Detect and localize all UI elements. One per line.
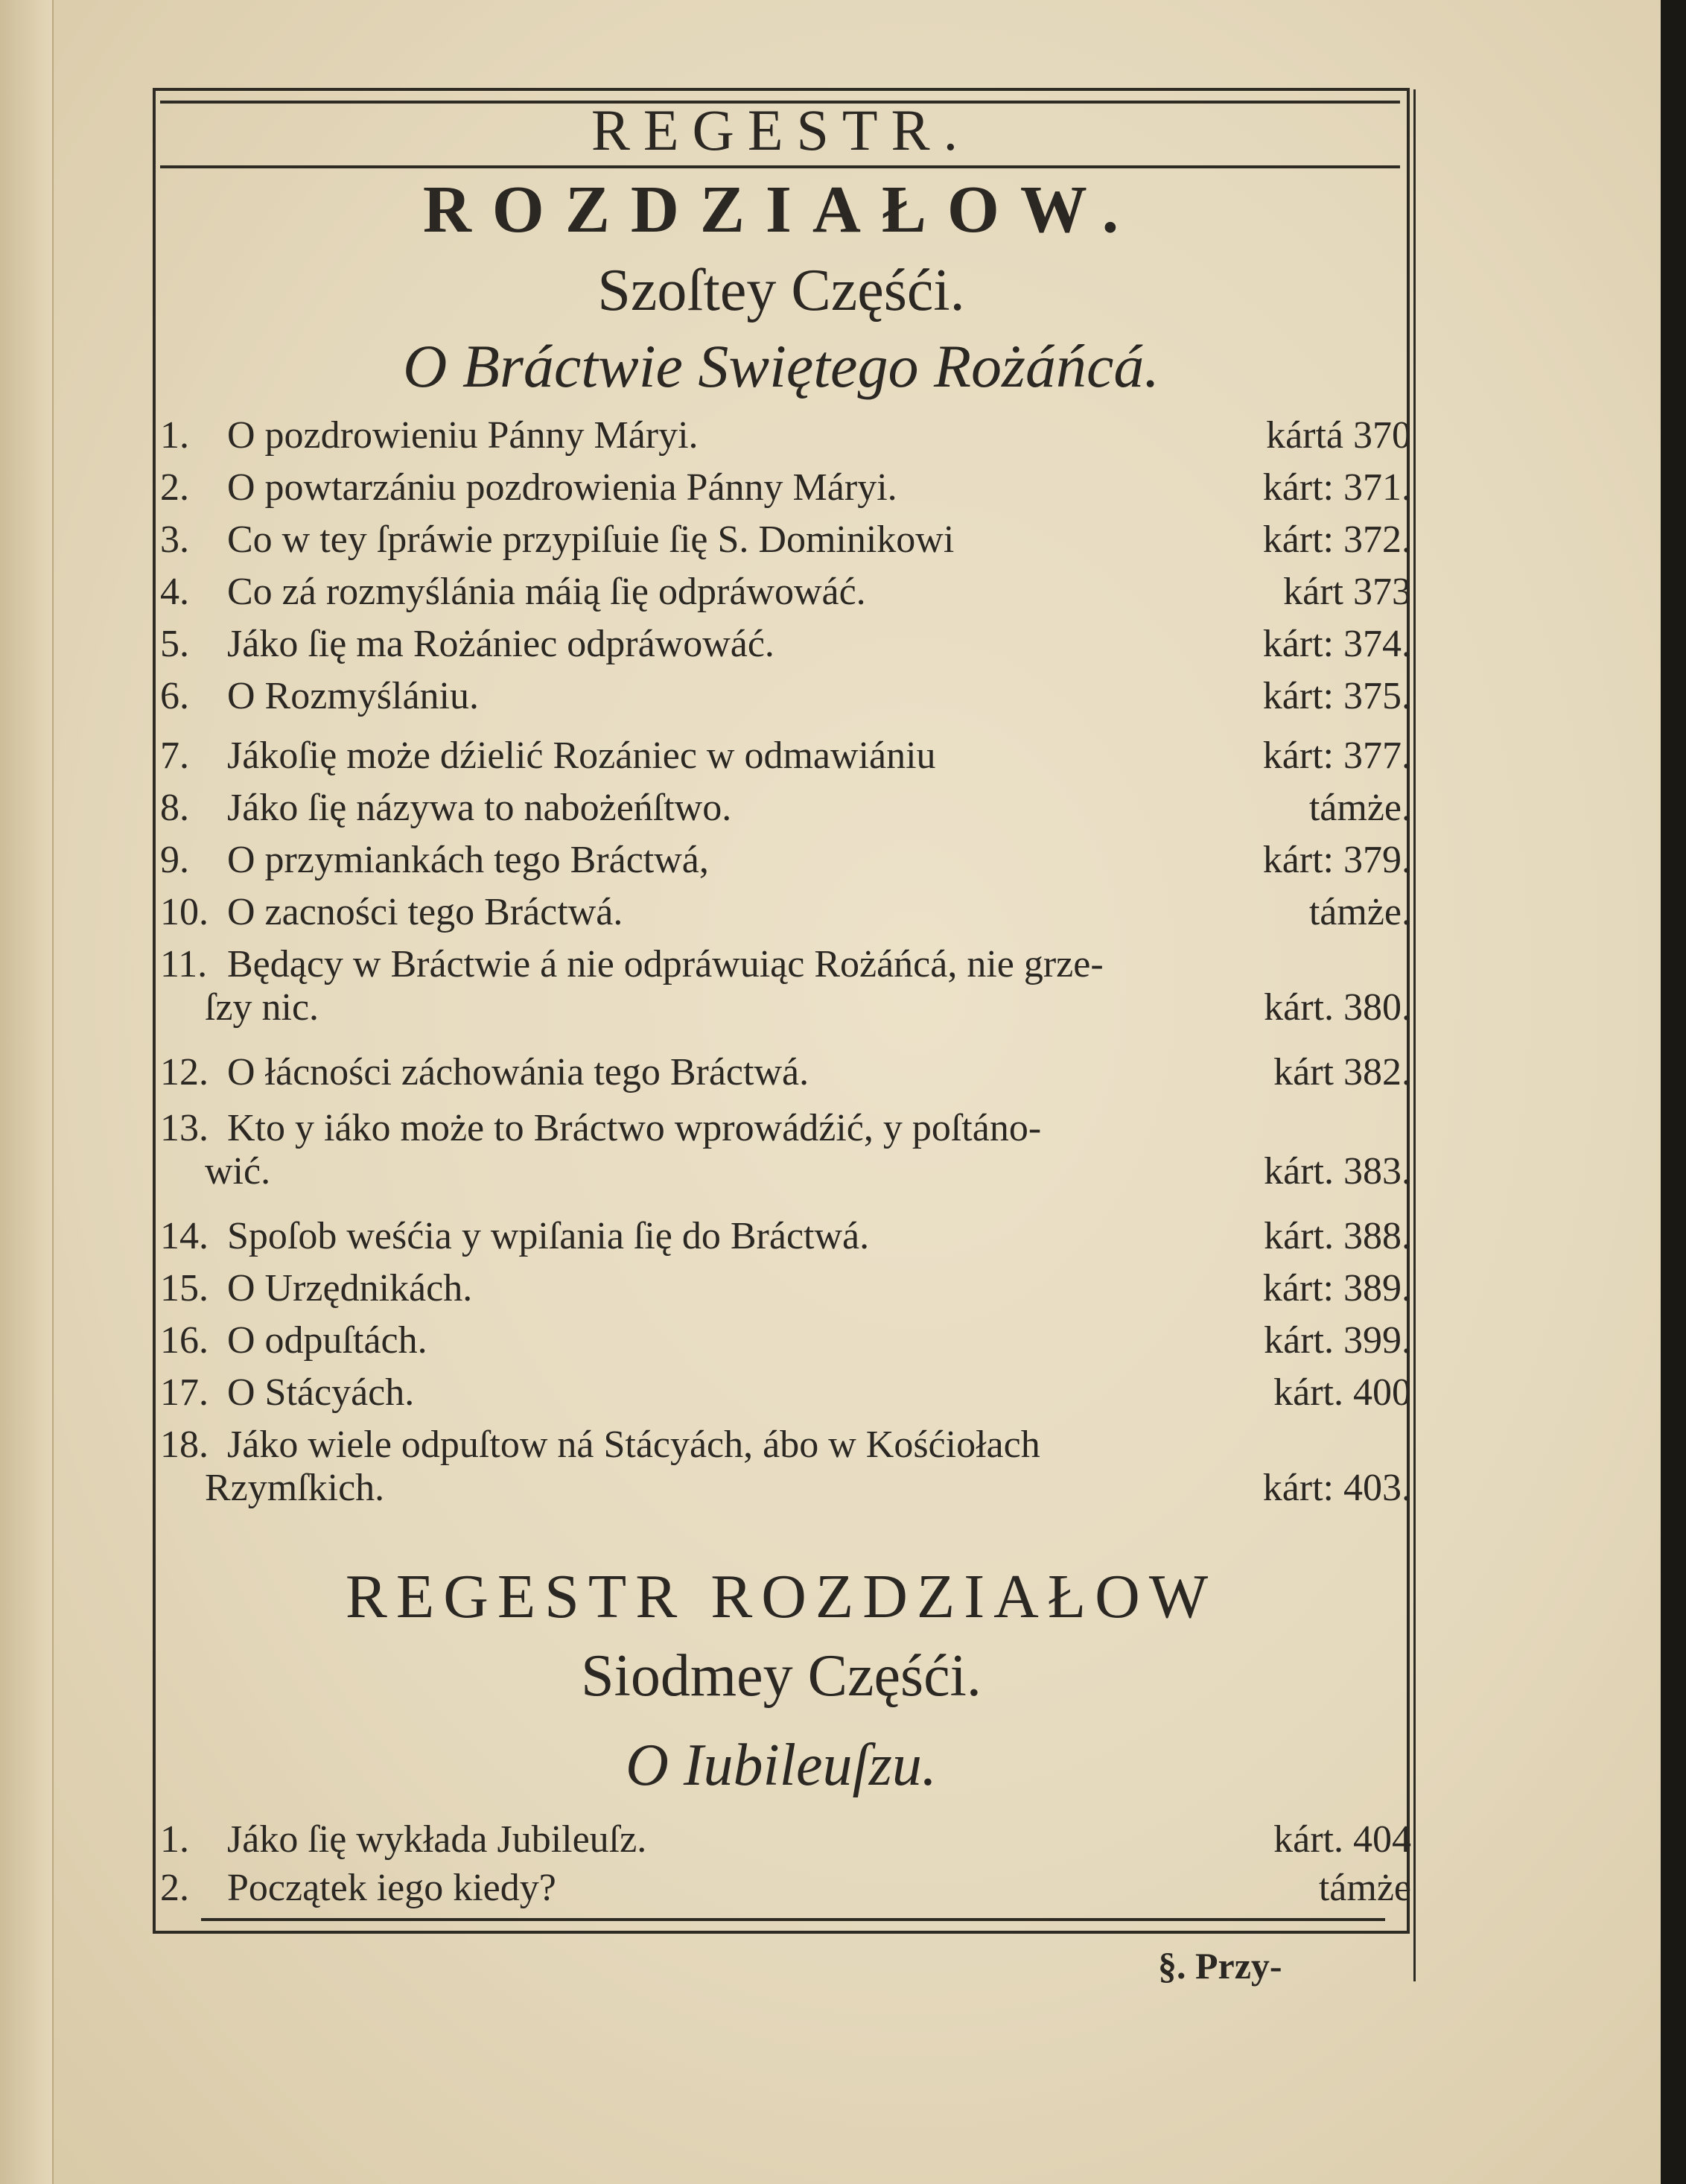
entry-page-ref: támże.	[1308, 787, 1411, 829]
entry-number: 12.	[160, 1051, 209, 1093]
entry-page-ref: támże	[1318, 1867, 1411, 1909]
entry-title: O przymiankách tego Bráctwá,	[227, 839, 709, 881]
entry-page-ref: kárt: 389.	[1262, 1267, 1411, 1310]
entry-page-ref: kárt. 383.	[1264, 1150, 1411, 1193]
entry-page-ref: kárt 373	[1283, 571, 1411, 613]
entry-number: 15.	[160, 1267, 209, 1310]
entry-number: 13.	[160, 1107, 209, 1149]
entry-number: 10.	[160, 891, 209, 933]
entry-number: 16.	[160, 1319, 209, 1362]
entry-title: Jáko wiele odpuſtow ná Stácyách, ábo w Kośćiołach	[227, 1423, 1040, 1466]
header-regestr: REGESTR.	[591, 98, 972, 162]
entry-title: Kto y iáko może to Bráctwo wprowádźić, y poſtáno-	[227, 1107, 1042, 1149]
book-gutter	[0, 0, 54, 2184]
entry-title: Jáko ſię wykłada Jubileuſz.	[227, 1818, 647, 1861]
entry-number: 5.	[160, 623, 189, 665]
toc-entry	[160, 1423, 1411, 1520]
entry-number: 14.	[160, 1215, 209, 1257]
entry-page-ref: kárt. 404	[1273, 1818, 1411, 1861]
section2-part: Siodmey Częśći.	[581, 1643, 982, 1709]
entry-title: Spoſob weśćia y wpiſania ſię do Bráctwá.	[227, 1215, 870, 1257]
entry-title: O powtarzániu pozdrowienia Pánny Máryi.	[227, 466, 897, 509]
toc-entry	[160, 942, 1411, 1039]
entry-number: 3.	[160, 518, 189, 561]
toc-entry	[160, 1106, 1411, 1203]
bottom-rule	[201, 1918, 1385, 1921]
entry-title: Co w tey ſpráwie przypiſuie ſię S. Dominikowi	[227, 518, 955, 561]
entry-title: O Urzędnikách.	[227, 1267, 473, 1310]
section2-title: REGESTR ROZDZIAŁOW	[345, 1562, 1218, 1631]
header-rule	[160, 165, 1400, 168]
entry-number: 6.	[160, 675, 189, 717]
entry-title: O odpuſtách.	[227, 1319, 427, 1362]
header-rozdzialow: ROZDZIAŁOW.	[422, 173, 1140, 247]
entry-title: O pozdrowieniu Pánny Máryi.	[227, 414, 699, 457]
entry-number: 18.	[160, 1423, 209, 1466]
entry-number: 8.	[160, 787, 189, 829]
entry-number: 2.	[160, 1867, 189, 1909]
entry-number: 7.	[160, 734, 189, 777]
entry-title-continued: wić.	[205, 1150, 271, 1193]
entry-number: 4.	[160, 571, 189, 613]
entry-title-continued: Rzymſkich.	[205, 1467, 385, 1509]
entry-title: O Rozmyślániu.	[227, 675, 479, 717]
entry-page-ref: kárt. 399.	[1264, 1319, 1411, 1362]
entry-title: Jáko ſię ma Rożániec odpráwowáć.	[227, 623, 774, 665]
entry-number: 2.	[160, 466, 189, 509]
entry-title: Początek iego kiedy?	[227, 1867, 556, 1909]
entry-title: Co zá rozmyślánia máią ſię odpráwowáć.	[227, 571, 866, 613]
entry-page-ref: kárt: 403.	[1262, 1467, 1411, 1509]
entry-title: O Stácyách.	[227, 1371, 415, 1414]
entry-number: 9.	[160, 839, 189, 881]
entry-number: 11.	[160, 943, 208, 985]
entry-title: O łácności záchowánia tego Bráctwá.	[227, 1051, 809, 1093]
entry-title: Jáko ſię názywa to nabożeńſtwo.	[227, 787, 732, 829]
section2-subject: O Iubileuſzu.	[626, 1733, 937, 1798]
header-part: Szoſtey Częśći.	[597, 258, 965, 323]
catchword: §. Przy-	[1158, 1945, 1282, 1987]
entry-number: 17.	[160, 1371, 209, 1414]
entry-page-ref: kárt: 375.	[1262, 675, 1411, 717]
entry-number: 1.	[160, 1818, 189, 1861]
entry-page-ref: támże.	[1308, 891, 1411, 933]
entry-page-ref: kárt: 379.	[1262, 839, 1411, 881]
entry-page-ref: kárt. 388.	[1264, 1215, 1411, 1257]
entry-page-ref: kárt: 371.	[1262, 466, 1411, 509]
entry-number: 1.	[160, 414, 189, 457]
entry-page-ref: kárt. 400	[1273, 1371, 1411, 1414]
entry-title: O zacności tego Bráctwá.	[227, 891, 623, 933]
entry-page-ref: kárt 382.	[1273, 1051, 1411, 1093]
page-border-right-rule	[1413, 89, 1416, 1981]
entry-page-ref: kárt: 374.	[1262, 623, 1411, 665]
entry-title-continued: ſzy nic.	[205, 986, 319, 1029]
entry-page-ref: kárt: 377.	[1262, 734, 1411, 777]
entry-page-ref: kárt: 372.	[1262, 518, 1411, 561]
header-subject: O Bráctwie Swiętego Rożáńcá.	[403, 332, 1159, 400]
entry-title: Będący w Bráctwie á nie odpráwuiąc Rożáńcá, nie grze-	[227, 943, 1104, 985]
entry-page-ref: kártá 370	[1266, 414, 1411, 457]
entry-title: Jákoſię może dźielić Rozániec w odmawiániu	[227, 734, 936, 777]
entry-page-ref: kárt. 380.	[1264, 986, 1411, 1029]
